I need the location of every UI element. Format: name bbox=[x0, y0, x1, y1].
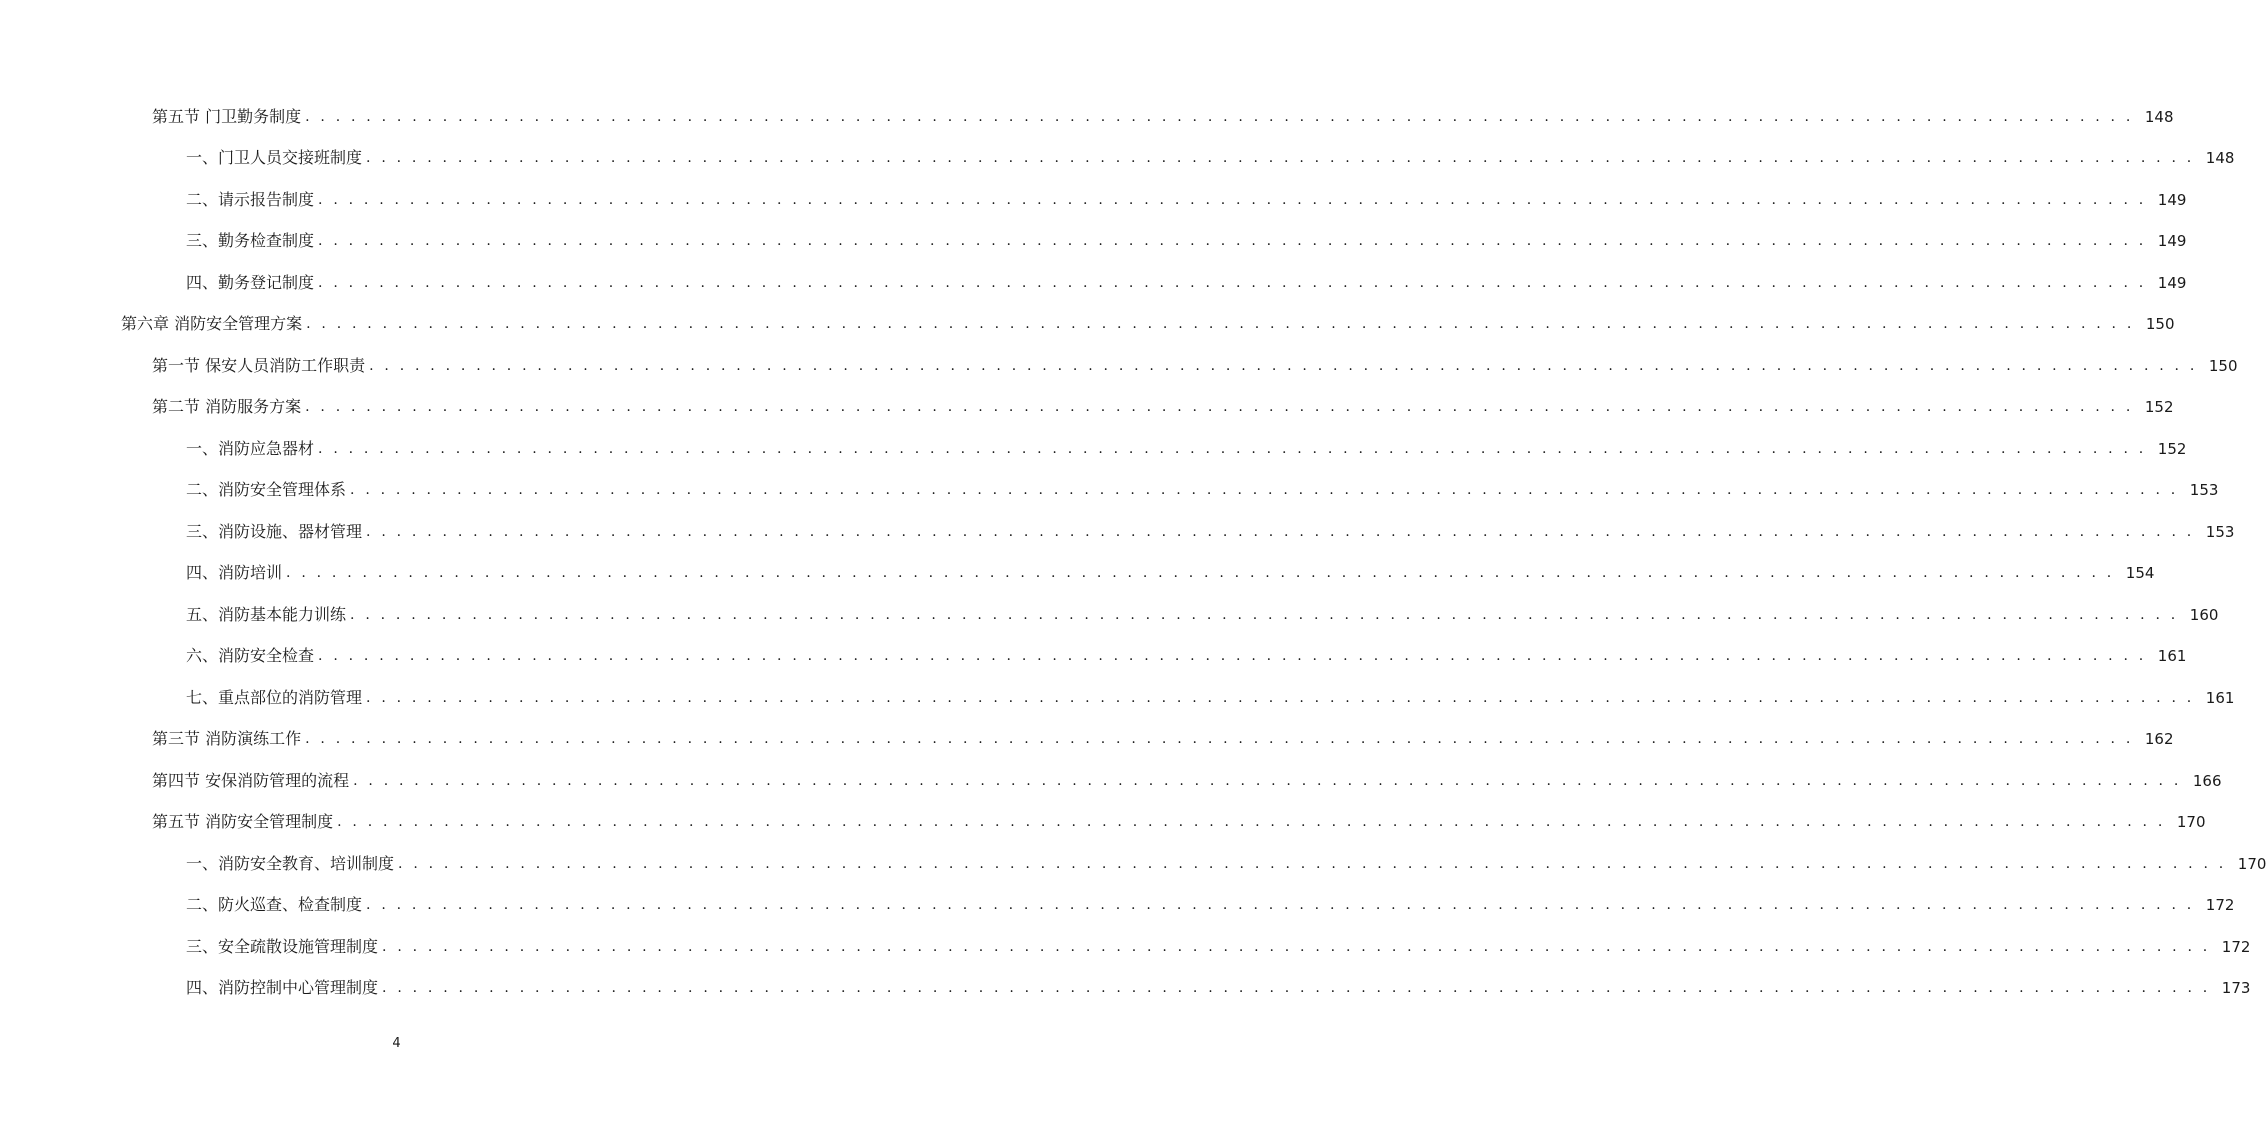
toc-entry-title: 四、勤务登记制度 bbox=[186, 273, 318, 293]
toc-dot-leader: . . . . . . . . . . . . . . . . . . . . . . . . . . . . . . . . . . . . . . . . . . . . . . . . . . . . . . . . . . . . . . . . . . . . . . . . . . . . . . . . . . . . . . . . . . . . . . . . . . . . . . . . . . . . . . . . . . . . . . . . bbox=[318, 440, 2147, 457]
toc-dot-leader: . . . . . . . . . . . . . . . . . . . . . . . . . . . . . . . . . . . . . . . . . . . . . . . . . . . . . . . . . . . . . . . . . . . . . . . . . . . . . . . . . . . . . . . . . . . . . . . . . . . . . . . . . . . . . . . . . . . . . . . . bbox=[382, 938, 2211, 955]
toc-dot-leader: . . . . . . . . . . . . . . . . . . . . . . . . . . . . . . . . . . . . . . . . . . . . . . . . . . . . . . . . . . . . . . . . . . . . . . . . . . . . . . . . . . . . . . . . . . . . . . . . . . . . . . . . . . . . . . . . . . . . . . . . bbox=[353, 772, 2182, 789]
page-number: 4 bbox=[392, 1036, 401, 1051]
toc-entry-page-number: 154 bbox=[2125, 564, 2155, 583]
toc-entry[interactable] bbox=[0, 511, 2235, 553]
toc-entry-title: 三、勤务检查制度 bbox=[186, 231, 318, 251]
toc-entry[interactable] bbox=[0, 387, 2174, 429]
toc-entry-page-number: 166 bbox=[2192, 771, 2222, 790]
toc-entry[interactable] bbox=[0, 885, 2235, 927]
toc-entry-page-number: 173 bbox=[2221, 979, 2251, 998]
toc-dot-leader: . . . . . . . . . . . . . . . . . . . . . . . . . . . . . . . . . . . . . . . . . . . . . . . . . . . . . . . . . . . . . . . . . . . . . . . . . . . . . . . . . . . . . . . . . . . . . . . . . . . . . . . . . . . . . . . . . . . . . . . . bbox=[366, 523, 2195, 540]
toc-entry-title: 第三节 消防演练工作 bbox=[152, 729, 305, 749]
toc-dot-leader: . . . . . . . . . . . . . . . . . . . . . . . . . . . . . . . . . . . . . . . . . . . . . . . . . . . . . . . . . . . . . . . . . . . . . . . . . . . . . . . . . . . . . . . . . . . . . . . . . . . . . . . . . . . . . . . . . . . . . . . . bbox=[366, 897, 2195, 914]
toc-entry-title: 一、消防应急器材 bbox=[186, 439, 318, 459]
toc-entry-page-number: 149 bbox=[2157, 273, 2187, 292]
toc-dot-leader: . . . . . . . . . . . . . . . . . . . . . . . . . . . . . . . . . . . . . . . . . . . . . . . . . . . . . . . . . . . . . . . . . . . . . . . . . . . . . . . . . . . . . . . . . . . . . . . . . . . . . . . . . . . . . . . . . . . . . . . . bbox=[306, 316, 2135, 333]
toc-entry-page-number: 160 bbox=[2189, 605, 2219, 624]
toc-entry-page-number: 152 bbox=[2157, 439, 2187, 458]
toc-entry-page-number: 150 bbox=[2145, 315, 2175, 334]
toc-entry[interactable] bbox=[0, 138, 2235, 180]
toc-dot-leader: . . . . . . . . . . . . . . . . . . . . . . . . . . . . . . . . . . . . . . . . . . . . . . . . . . . . . . . . . . . . . . . . . . . . . . . . . . . . . . . . . . . . . . . . . . . . . . . . . . . . . . . . . . . . . . . . . . . . . . . . bbox=[369, 357, 2198, 374]
toc-dot-leader: . . . . . . . . . . . . . . . . . . . . . . . . . . . . . . . . . . . . . . . . . . . . . . . . . . . . . . . . . . . . . . . . . . . . . . . . . . . . . . . . . . . . . . . . . . . . . . . . . . . . . . . . . . . . . . . . . . . . . . . . bbox=[350, 606, 2179, 623]
toc-dot-leader: . . . . . . . . . . . . . . . . . . . . . . . . . . . . . . . . . . . . . . . . . . . . . . . . . . . . . . . . . . . . . . . . . . . . . . . . . . . . . . . . . . . . . . . . . . . . . . . . . . . . . . . . . . . . . . . . . . . . . . . . bbox=[305, 731, 2134, 748]
toc-entry-page-number: 149 bbox=[2157, 232, 2187, 251]
table-of-contents bbox=[0, 96, 2266, 1009]
toc-entry-page-number: 149 bbox=[2157, 190, 2187, 209]
toc-entry-page-number: 170 bbox=[2176, 813, 2206, 832]
toc-entry-page-number: 153 bbox=[2189, 481, 2219, 500]
toc-entry[interactable] bbox=[0, 760, 2222, 802]
toc-entry[interactable] bbox=[0, 553, 2155, 595]
toc-dot-leader: . . . . . . . . . . . . . . . . . . . . . . . . . . . . . . . . . . . . . . . . . . . . . . . . . . . . . . . . . . . . . . . . . . . . . . . . . . . . . . . . . . . . . . . . . . . . . . . . . . . . . . . . . . . . . . . . . . . . . . . . bbox=[318, 274, 2147, 291]
toc-entry-title: 三、安全疏散设施管理制度 bbox=[186, 937, 382, 957]
toc-entry[interactable] bbox=[0, 179, 2187, 221]
toc-entry-page-number: 148 bbox=[2144, 107, 2174, 126]
toc-entry[interactable] bbox=[0, 677, 2235, 719]
toc-dot-leader: . . . . . . . . . . . . . . . . . . . . . . . . . . . . . . . . . . . . . . . . . . . . . . . . . . . . . . . . . . . . . . . . . . . . . . . . . . . . . . . . . . . . . . . . . . . . . . . . . . . . . . . . . . . . . . . . . . . . . . . . bbox=[305, 399, 2134, 416]
toc-dot-leader: . . . . . . . . . . . . . . . . . . . . . . . . . . . . . . . . . . . . . . . . . . . . . . . . . . . . . . . . . . . . . . . . . . . . . . . . . . . . . . . . . . . . . . . . . . . . . . . . . . . . . . . . . . . . . . . . . . . . . . . . bbox=[366, 150, 2195, 167]
toc-entry-title: 四、消防控制中心管理制度 bbox=[186, 978, 382, 998]
toc-dot-leader: . . . . . . . . . . . . . . . . . . . . . . . . . . . . . . . . . . . . . . . . . . . . . . . . . . . . . . . . . . . . . . . . . . . . . . . . . . . . . . . . . . . . . . . . . . . . . . . . . . . . . . . . . . . . . . . . . . . . . . . . bbox=[366, 689, 2195, 706]
toc-entry-title: 第四节 安保消防管理的流程 bbox=[152, 771, 353, 791]
toc-entry-title: 二、消防安全管理体系 bbox=[186, 480, 350, 500]
toc-entry-page-number: 170 bbox=[2237, 854, 2266, 873]
toc-entry-title: 第五节 消防安全管理制度 bbox=[152, 812, 337, 832]
toc-entry-title: 一、消防安全教育、培训制度 bbox=[186, 854, 398, 874]
toc-entry-title: 第一节 保安人员消防工作职责 bbox=[152, 356, 369, 376]
toc-dot-leader: . . . . . . . . . . . . . . . . . . . . . . . . . . . . . . . . . . . . . . . . . . . . . . . . . . . . . . . . . . . . . . . . . . . . . . . . . . . . . . . . . . . . . . . . . . . . . . . . . . . . . . . . . . . . . . . . . . . . . . . . bbox=[350, 482, 2179, 499]
toc-dot-leader: . . . . . . . . . . . . . . . . . . . . . . . . . . . . . . . . . . . . . . . . . . . . . . . . . . . . . . . . . . . . . . . . . . . . . . . . . . . . . . . . . . . . . . . . . . . . . . . . . . . . . . . . . . . . . . . . . . . . . . . . bbox=[318, 233, 2147, 250]
toc-entry-title: 四、消防培训 bbox=[186, 563, 286, 583]
toc-entry[interactable] bbox=[0, 843, 2266, 885]
toc-entry-page-number: 148 bbox=[2205, 149, 2235, 168]
toc-entry-title: 五、消防基本能力训练 bbox=[186, 605, 350, 625]
toc-entry[interactable] bbox=[0, 968, 2251, 1010]
toc-entry[interactable] bbox=[0, 345, 2238, 387]
toc-entry-title: 三、消防设施、器材管理 bbox=[186, 522, 366, 542]
toc-entry-page-number: 152 bbox=[2144, 398, 2174, 417]
toc-entry[interactable] bbox=[0, 802, 2206, 844]
toc-entry[interactable] bbox=[0, 470, 2219, 512]
toc-entry[interactable] bbox=[0, 262, 2187, 304]
toc-entry[interactable] bbox=[0, 719, 2174, 761]
toc-entry-page-number: 162 bbox=[2144, 730, 2174, 749]
toc-dot-leader: . . . . . . . . . . . . . . . . . . . . . . . . . . . . . . . . . . . . . . . . . . . . . . . . . . . . . . . . . . . . . . . . . . . . . . . . . . . . . . . . . . . . . . . . . . . . . . . . . . . . . . . . . . . . . . . . . . . . . . . . bbox=[318, 648, 2147, 665]
toc-entry-title: 第二节 消防服务方案 bbox=[152, 397, 305, 417]
toc-entry[interactable] bbox=[0, 926, 2251, 968]
toc-entry[interactable] bbox=[0, 428, 2187, 470]
toc-entry[interactable] bbox=[0, 304, 2175, 346]
toc-dot-leader: . . . . . . . . . . . . . . . . . . . . . . . . . . . . . . . . . . . . . . . . . . . . . . . . . . . . . . . . . . . . . . . . . . . . . . . . . . . . . . . . . . . . . . . . . . . . . . . . . . . . . . . . . . . . . . . . . . . . . . . . bbox=[382, 980, 2211, 997]
toc-entry[interactable] bbox=[0, 594, 2219, 636]
toc-entry-page-number: 161 bbox=[2205, 688, 2235, 707]
toc-entry-page-number: 161 bbox=[2157, 647, 2187, 666]
toc-dot-leader: . . . . . . . . . . . . . . . . . . . . . . . . . . . . . . . . . . . . . . . . . . . . . . . . . . . . . . . . . . . . . . . . . . . . . . . . . . . . . . . . . . . . . . . . . . . . . . . . . . . . . . . . . . . . . . . . . . . . . . . . bbox=[286, 565, 2115, 582]
toc-entry-title: 二、请示报告制度 bbox=[186, 190, 318, 210]
toc-dot-leader: . . . . . . . . . . . . . . . . . . . . . . . . . . . . . . . . . . . . . . . . . . . . . . . . . . . . . . . . . . . . . . . . . . . . . . . . . . . . . . . . . . . . . . . . . . . . . . . . . . . . . . . . . . . . . . . . . . . . . . . . bbox=[337, 814, 2166, 831]
toc-entry-title: 第五节 门卫勤务制度 bbox=[152, 107, 305, 127]
toc-entry-title: 第六章 消防安全管理方案 bbox=[121, 314, 306, 334]
toc-entry[interactable] bbox=[0, 96, 2174, 138]
toc-entry-page-number: 150 bbox=[2208, 356, 2238, 375]
toc-entry-title: 六、消防安全检查 bbox=[186, 646, 318, 666]
toc-entry-page-number: 172 bbox=[2221, 937, 2251, 956]
toc-entry[interactable] bbox=[0, 636, 2187, 678]
toc-entry-title: 七、重点部位的消防管理 bbox=[186, 688, 366, 708]
toc-dot-leader: . . . . . . . . . . . . . . . . . . . . . . . . . . . . . . . . . . . . . . . . . . . . . . . . . . . . . . . . . . . . . . . . . . . . . . . . . . . . . . . . . . . . . . . . . . . . . . . . . . . . . . . . . . . . . . . . . . . . . . . . bbox=[318, 191, 2147, 208]
toc-entry[interactable] bbox=[0, 221, 2187, 263]
toc-entry-page-number: 172 bbox=[2205, 896, 2235, 915]
toc-entry-page-number: 153 bbox=[2205, 522, 2235, 541]
toc-entry-title: 二、防火巡查、检查制度 bbox=[186, 895, 366, 915]
toc-dot-leader: . . . . . . . . . . . . . . . . . . . . . . . . . . . . . . . . . . . . . . . . . . . . . . . . . . . . . . . . . . . . . . . . . . . . . . . . . . . . . . . . . . . . . . . . . . . . . . . . . . . . . . . . . . . . . . . . . . . . . . . . bbox=[398, 855, 2227, 872]
toc-entry-title: 一、门卫人员交接班制度 bbox=[186, 148, 366, 168]
toc-dot-leader: . . . . . . . . . . . . . . . . . . . . . . . . . . . . . . . . . . . . . . . . . . . . . . . . . . . . . . . . . . . . . . . . . . . . . . . . . . . . . . . . . . . . . . . . . . . . . . . . . . . . . . . . . . . . . . . . . . . . . . . . bbox=[305, 108, 2134, 125]
